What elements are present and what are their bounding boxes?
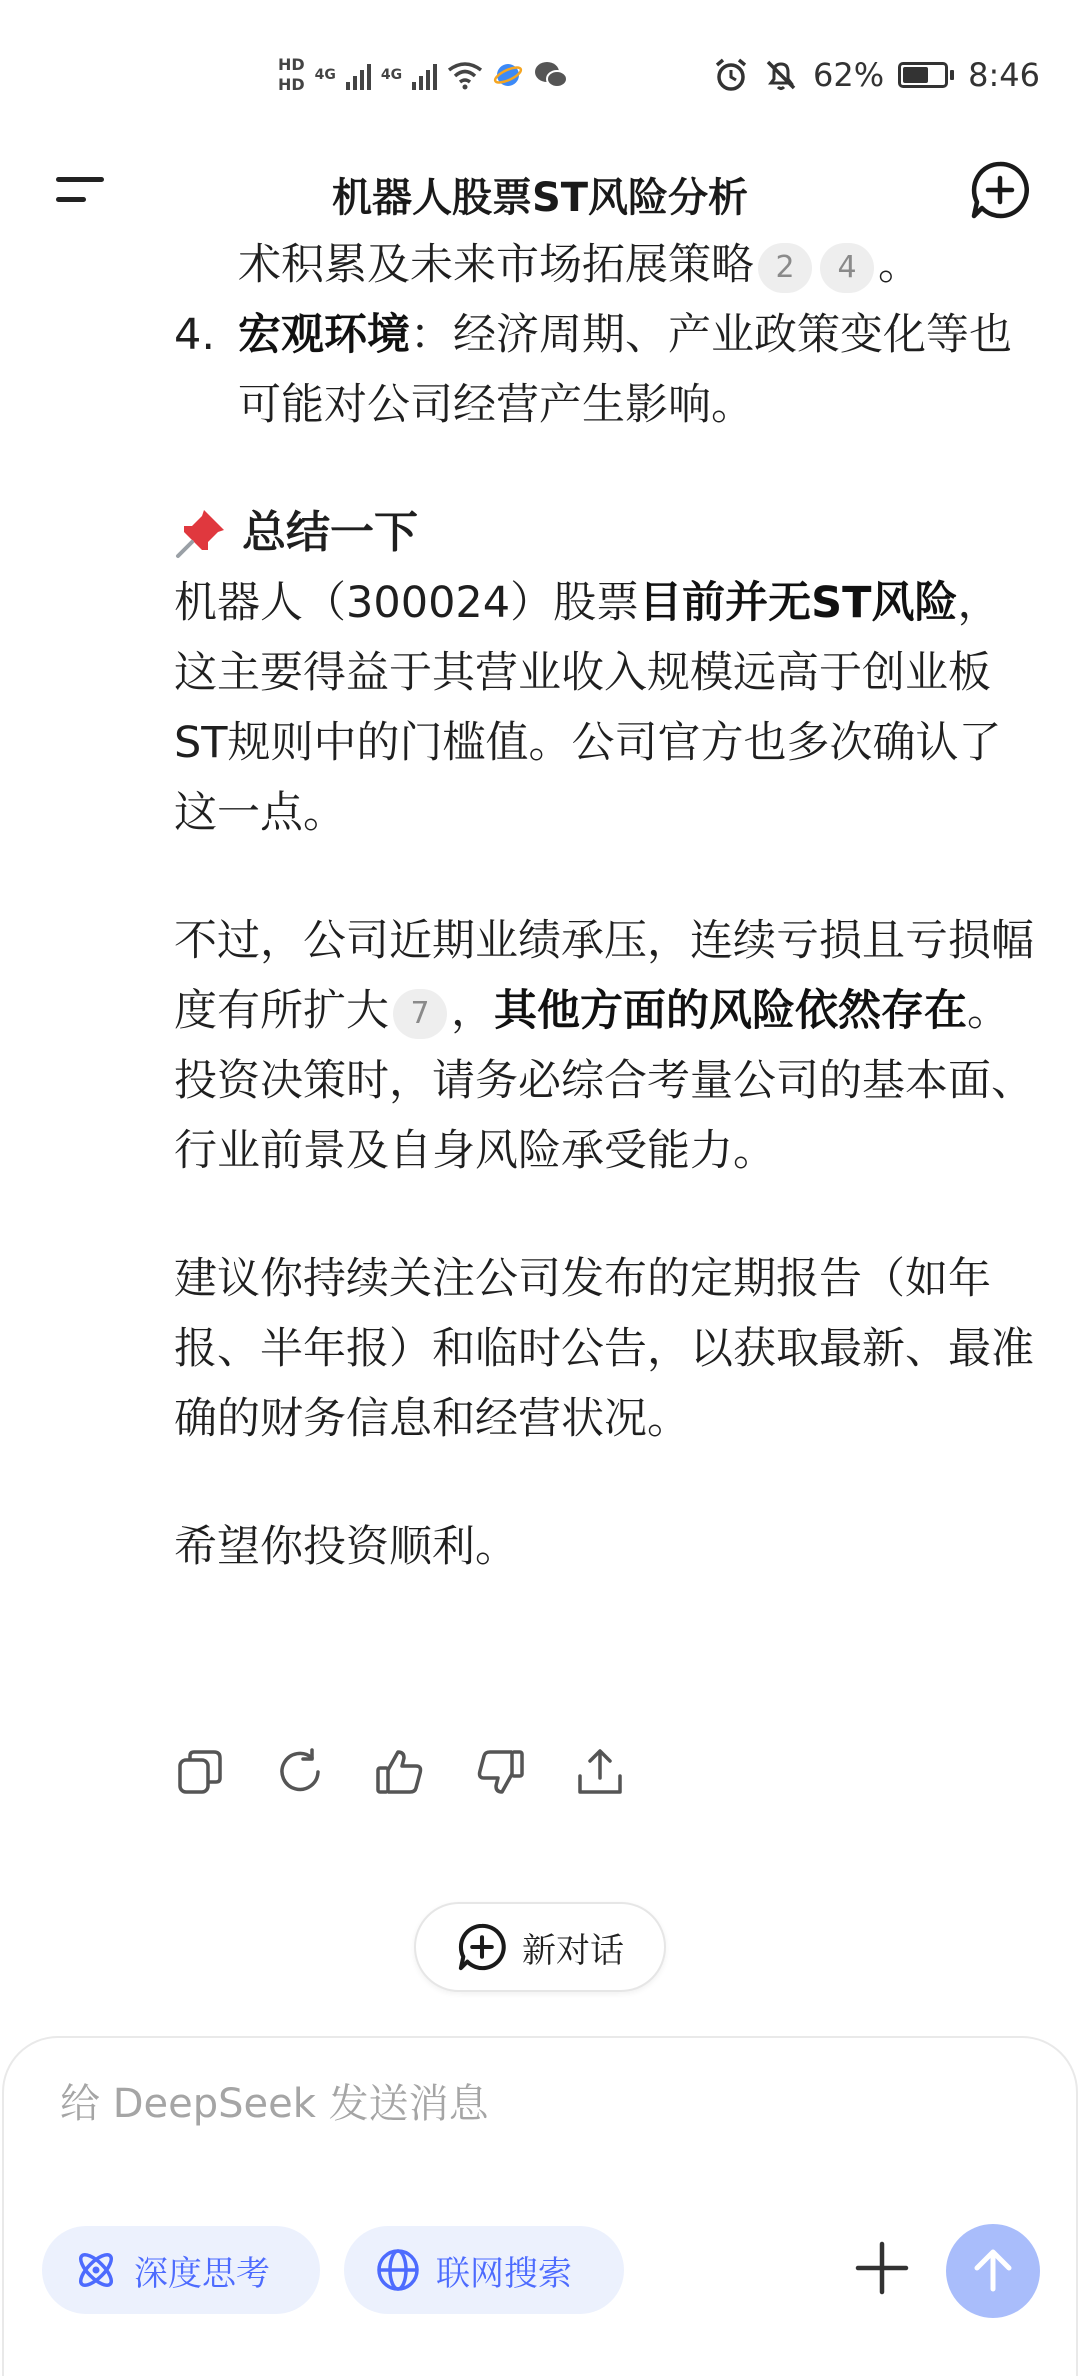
wechat-icon — [533, 60, 569, 90]
globe-icon — [374, 2246, 422, 2294]
new-chat-button[interactable] — [414, 1902, 666, 1992]
list-item-text: ：经济周期、产业政策变化等也可能对公司经营产生影响。 — [238, 310, 1012, 430]
message-actions — [174, 1746, 626, 1798]
thumbs-down-icon[interactable] — [474, 1746, 526, 1798]
citation-badge[interactable]: 4 — [820, 243, 874, 293]
p1-text-c: ，这主要得益于其营业收入规模远高于创业板ST规则中的门槛值。公司官方也多次确认了这一点。 — [174, 578, 1002, 838]
paragraph-1 — [174, 568, 1034, 848]
paragraph-3: 建议你持续关注公司发布的定期报告（如年报、半年报）和临时公告，以获取最新、最准确的财务信息和经营状况。 — [174, 1254, 1034, 1444]
summary-heading — [174, 498, 1034, 568]
network-type-1: 4G — [314, 67, 336, 83]
new-chat-label: 新对话 — [522, 1930, 624, 1971]
share-icon[interactable] — [574, 1746, 626, 1798]
atom-icon — [72, 2246, 120, 2294]
deep-think-label: 深度思考 — [134, 2253, 270, 2294]
hd1-label: HD — [278, 55, 305, 74]
p2-bold: 其他方面的风险依然存在 — [494, 986, 967, 1036]
web-search-toggle[interactable] — [344, 2226, 624, 2314]
battery-percent: 62% — [813, 56, 885, 94]
summary-title: 总结一下 — [242, 507, 418, 558]
p2-text-a: 不过，公司近期业绩承压，连续亏损且亏损幅度有所扩大 — [174, 916, 1034, 1036]
pushpin-icon — [174, 506, 228, 560]
copy-icon[interactable] — [174, 1746, 226, 1798]
battery-icon — [898, 62, 954, 88]
p1-bold: 目前并无ST风险 — [639, 578, 958, 628]
list-item-continuation — [174, 230, 1034, 300]
regenerate-icon[interactable] — [274, 1746, 326, 1798]
signal-icon-2 — [412, 60, 437, 90]
p2-text-b: ， — [451, 986, 494, 1036]
message-composer — [2, 2036, 1078, 2376]
citation-badge[interactable]: 7 — [393, 989, 447, 1039]
paragraph-4: 希望你投资顺利。 — [174, 1522, 518, 1572]
p1-text-a: 机器人（300024）股票 — [174, 578, 640, 628]
attach-plus-icon[interactable] — [850, 2236, 914, 2300]
mute-bell-icon — [763, 57, 799, 93]
browser-app-icon — [493, 60, 523, 90]
network-type-2: 4G — [380, 67, 403, 83]
p2-text-d: 。投资决策时，请务必综合考量公司的基本面、行业前景及自身风险承受能力。 — [174, 986, 1034, 1176]
arrow-up-icon — [967, 2245, 1019, 2297]
chat-message — [174, 230, 1034, 1582]
hd-indicators — [278, 55, 305, 95]
list-item-heading: 宏观环境 — [238, 310, 410, 360]
send-button[interactable] — [946, 2224, 1040, 2318]
thumbs-up-icon[interactable] — [374, 1746, 426, 1798]
alarm-icon — [713, 57, 749, 93]
list-item-number: 4. — [174, 310, 216, 360]
deep-think-toggle[interactable] — [42, 2226, 320, 2314]
new-chat-icon — [456, 1921, 508, 1973]
page-title: 机器人股票ST风险分析 — [331, 175, 749, 221]
status-left — [278, 40, 569, 110]
hd2-label: HD — [278, 75, 305, 94]
clock-time: 8:46 — [968, 56, 1040, 94]
continuation-end: 。 — [878, 240, 921, 290]
wifi-icon — [447, 60, 483, 90]
new-chat-icon[interactable] — [968, 158, 1032, 222]
paragraph-2 — [174, 906, 1034, 1186]
continuation-text: 术积累及未来市场拓展策略 — [238, 240, 754, 290]
web-search-label: 联网搜索 — [436, 2253, 572, 2294]
citation-badge[interactable]: 2 — [758, 243, 812, 293]
signal-icon — [346, 60, 371, 90]
battery-fill — [903, 67, 928, 83]
message-input[interactable]: 给 DeepSeek 发送消息 — [60, 2081, 489, 2127]
status-bar — [0, 0, 1080, 140]
list-item — [174, 300, 1034, 440]
status-right — [713, 50, 1040, 100]
